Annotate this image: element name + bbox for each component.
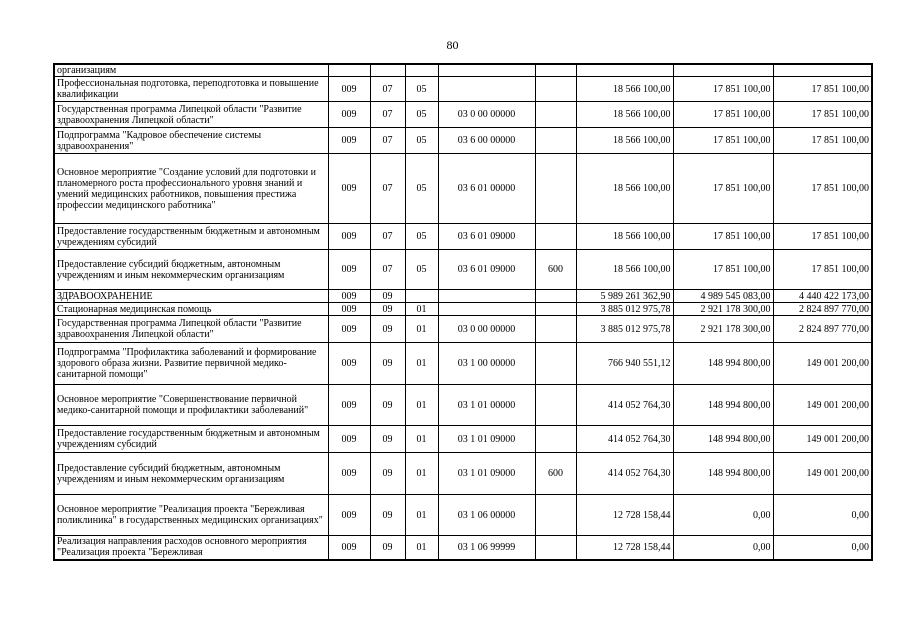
row-csr: 03 6 01 00000 (438, 154, 535, 224)
row-ved: 009 (328, 316, 370, 343)
row-vr (535, 224, 576, 250)
row-sum1: 3 885 012 975,78 (576, 316, 673, 343)
row-sum3: 149 001 200,00 (773, 385, 872, 426)
table-row (54, 536, 872, 560)
row-sum3: 149 001 200,00 (773, 343, 872, 385)
row-csr: 03 1 01 00000 (438, 385, 535, 426)
row-sum1: 414 052 764,30 (576, 453, 673, 495)
table-row (54, 495, 872, 536)
row-sum2: 148 994 800,00 (673, 453, 773, 495)
row-ved: 009 (328, 453, 370, 495)
row-sum3 (773, 64, 872, 77)
row-name: Предоставление субсидий бюджетным, автономным учреждениям и иным некоммерческим организациям (54, 250, 328, 290)
row-name: Реализация направления расходов основного мероприятия "Реализация проекта "Бережливая (54, 536, 328, 560)
row-rz: 09 (370, 453, 405, 495)
row-rz: 07 (370, 77, 405, 102)
row-vr: 600 (535, 453, 576, 495)
row-sum3: 17 851 100,00 (773, 224, 872, 250)
row-vr (535, 343, 576, 385)
row-name: Предоставление государственным бюджетным и автономным учреждениям субсидий (54, 426, 328, 453)
row-vr (535, 536, 576, 560)
row-pr: 01 (405, 536, 438, 560)
row-sum1: 414 052 764,30 (576, 426, 673, 453)
row-csr: 03 0 00 00000 (438, 316, 535, 343)
table-row (54, 224, 872, 250)
row-pr: 01 (405, 453, 438, 495)
row-sum2 (673, 64, 773, 77)
row-sum1: 18 566 100,00 (576, 128, 673, 154)
budget-table (53, 63, 873, 561)
row-pr: 05 (405, 102, 438, 128)
row-vr (535, 426, 576, 453)
row-ved: 009 (328, 343, 370, 385)
row-sum2: 17 851 100,00 (673, 128, 773, 154)
row-name: Основное мероприятие "Совершенствование первичной медико-санитарной помощи и профилактики заболеваний" (54, 385, 328, 426)
row-rz (370, 64, 405, 77)
row-sum3: 17 851 100,00 (773, 128, 872, 154)
row-sum2: 148 994 800,00 (673, 343, 773, 385)
row-ved: 009 (328, 154, 370, 224)
row-csr: 03 1 01 09000 (438, 453, 535, 495)
row-pr: 01 (405, 343, 438, 385)
row-csr: 03 1 00 00000 (438, 343, 535, 385)
row-pr (405, 64, 438, 77)
row-rz: 09 (370, 495, 405, 536)
row-vr: 600 (535, 250, 576, 290)
row-sum1: 12 728 158,44 (576, 536, 673, 560)
row-sum3: 17 851 100,00 (773, 154, 872, 224)
table-body (54, 64, 872, 560)
table-row (54, 385, 872, 426)
row-csr: 03 1 06 99999 (438, 536, 535, 560)
row-pr: 01 (405, 495, 438, 536)
row-rz: 09 (370, 385, 405, 426)
row-sum2: 4 989 545 083,00 (673, 290, 773, 303)
row-sum1: 766 940 551,12 (576, 343, 673, 385)
table-row (54, 154, 872, 224)
row-ved: 009 (328, 385, 370, 426)
row-sum3: 17 851 100,00 (773, 250, 872, 290)
row-vr (535, 102, 576, 128)
row-sum2: 17 851 100,00 (673, 154, 773, 224)
row-name: Стационарная медицинская помощь (54, 303, 328, 316)
row-sum3: 149 001 200,00 (773, 453, 872, 495)
row-csr: 03 6 01 09000 (438, 250, 535, 290)
row-csr: 03 6 01 09000 (438, 224, 535, 250)
row-pr: 05 (405, 250, 438, 290)
table-row (54, 64, 872, 77)
row-sum1: 12 728 158,44 (576, 495, 673, 536)
row-sum3: 0,00 (773, 495, 872, 536)
row-sum1 (576, 64, 673, 77)
row-sum2: 2 921 178 300,00 (673, 303, 773, 316)
row-rz: 09 (370, 536, 405, 560)
row-sum3: 17 851 100,00 (773, 77, 872, 102)
row-sum1: 18 566 100,00 (576, 250, 673, 290)
table-row (54, 316, 872, 343)
row-sum2: 148 994 800,00 (673, 426, 773, 453)
row-ved: 009 (328, 77, 370, 102)
table-row (54, 250, 872, 290)
row-sum2: 2 921 178 300,00 (673, 316, 773, 343)
row-vr (535, 77, 576, 102)
row-csr (438, 303, 535, 316)
row-sum2: 0,00 (673, 536, 773, 560)
row-csr (438, 64, 535, 77)
row-sum2: 17 851 100,00 (673, 102, 773, 128)
row-pr: 01 (405, 303, 438, 316)
row-rz: 07 (370, 154, 405, 224)
row-name: Подпрограмма "Профилактика заболеваний и формирование здорового образа жизни. Развитие первичной медико-санитарной помощи" (54, 343, 328, 385)
row-rz: 07 (370, 250, 405, 290)
row-sum2: 17 851 100,00 (673, 250, 773, 290)
row-sum1: 18 566 100,00 (576, 77, 673, 102)
row-sum1: 414 052 764,30 (576, 385, 673, 426)
table-row (54, 128, 872, 154)
row-csr: 03 0 00 00000 (438, 102, 535, 128)
row-sum1: 3 885 012 975,78 (576, 303, 673, 316)
row-rz: 07 (370, 224, 405, 250)
row-pr: 05 (405, 77, 438, 102)
row-sum2: 17 851 100,00 (673, 77, 773, 102)
row-ved: 009 (328, 224, 370, 250)
row-ved: 009 (328, 303, 370, 316)
row-name: ЗДРАВООХРАНЕНИЕ (54, 290, 328, 303)
row-name: Основное мероприятие "Создание условий для подготовки и планомерного роста профессионального уровня знаний и умений медицинских работников, повышения престижа профессии медицинского работника" (54, 154, 328, 224)
row-vr (535, 128, 576, 154)
table-row (54, 453, 872, 495)
row-name: Государственная программа Липецкой области "Развитие здравоохранения Липецкой области" (54, 316, 328, 343)
row-vr (535, 495, 576, 536)
row-name: Предоставление субсидий бюджетным, автономным учреждениям и иным некоммерческим организациям (54, 453, 328, 495)
row-rz: 09 (370, 343, 405, 385)
table-row (54, 303, 872, 316)
table-row (54, 426, 872, 453)
row-vr (535, 303, 576, 316)
table-row (54, 343, 872, 385)
row-name: Основное мероприятие "Реализация проекта "Бережливая поликлиника" в государственных медицинских организациях" (54, 495, 328, 536)
table-row (54, 77, 872, 102)
row-csr (438, 77, 535, 102)
row-csr: 03 1 01 09000 (438, 426, 535, 453)
row-vr (535, 290, 576, 303)
row-pr: 01 (405, 316, 438, 343)
row-ved: 009 (328, 128, 370, 154)
row-vr (535, 64, 576, 77)
row-ved (328, 64, 370, 77)
row-name: Подпрограмма "Кадровое обеспечение системы здравоохранения" (54, 128, 328, 154)
table-row (54, 290, 872, 303)
row-vr (535, 154, 576, 224)
row-sum1: 18 566 100,00 (576, 102, 673, 128)
row-pr: 01 (405, 426, 438, 453)
row-name: организациям (54, 64, 328, 77)
row-sum3: 2 824 897 770,00 (773, 303, 872, 316)
row-ved: 009 (328, 102, 370, 128)
row-csr: 03 6 00 00000 (438, 128, 535, 154)
row-ved: 009 (328, 426, 370, 453)
row-rz: 07 (370, 128, 405, 154)
row-rz: 09 (370, 316, 405, 343)
row-sum2: 148 994 800,00 (673, 385, 773, 426)
table-row (54, 102, 872, 128)
row-name: Государственная программа Липецкой области "Развитие здравоохранения Липецкой области" (54, 102, 328, 128)
row-rz: 09 (370, 426, 405, 453)
row-rz: 09 (370, 290, 405, 303)
row-sum1: 5 989 261 362,90 (576, 290, 673, 303)
row-pr: 05 (405, 154, 438, 224)
row-ved: 009 (328, 290, 370, 303)
row-sum1: 18 566 100,00 (576, 224, 673, 250)
row-sum3: 4 440 422 173,00 (773, 290, 872, 303)
row-name: Предоставление государственным бюджетным и автономным учреждениям субсидий (54, 224, 328, 250)
row-rz: 07 (370, 102, 405, 128)
row-sum2: 17 851 100,00 (673, 224, 773, 250)
row-name: Профессиональная подготовка, переподготовка и повышение квалификации (54, 77, 328, 102)
row-pr: 01 (405, 385, 438, 426)
row-vr (535, 385, 576, 426)
row-csr: 03 1 06 00000 (438, 495, 535, 536)
row-rz: 09 (370, 303, 405, 316)
row-ved: 009 (328, 495, 370, 536)
row-sum3: 17 851 100,00 (773, 102, 872, 128)
row-ved: 009 (328, 536, 370, 560)
row-csr (438, 290, 535, 303)
row-vr (535, 316, 576, 343)
row-sum3: 0,00 (773, 536, 872, 560)
row-sum2: 0,00 (673, 495, 773, 536)
row-sum1: 18 566 100,00 (576, 154, 673, 224)
row-pr: 05 (405, 224, 438, 250)
row-pr (405, 290, 438, 303)
page-number: 80 (446, 38, 459, 52)
row-sum3: 2 824 897 770,00 (773, 316, 872, 343)
row-sum3: 149 001 200,00 (773, 426, 872, 453)
row-pr: 05 (405, 128, 438, 154)
row-ved: 009 (328, 250, 370, 290)
